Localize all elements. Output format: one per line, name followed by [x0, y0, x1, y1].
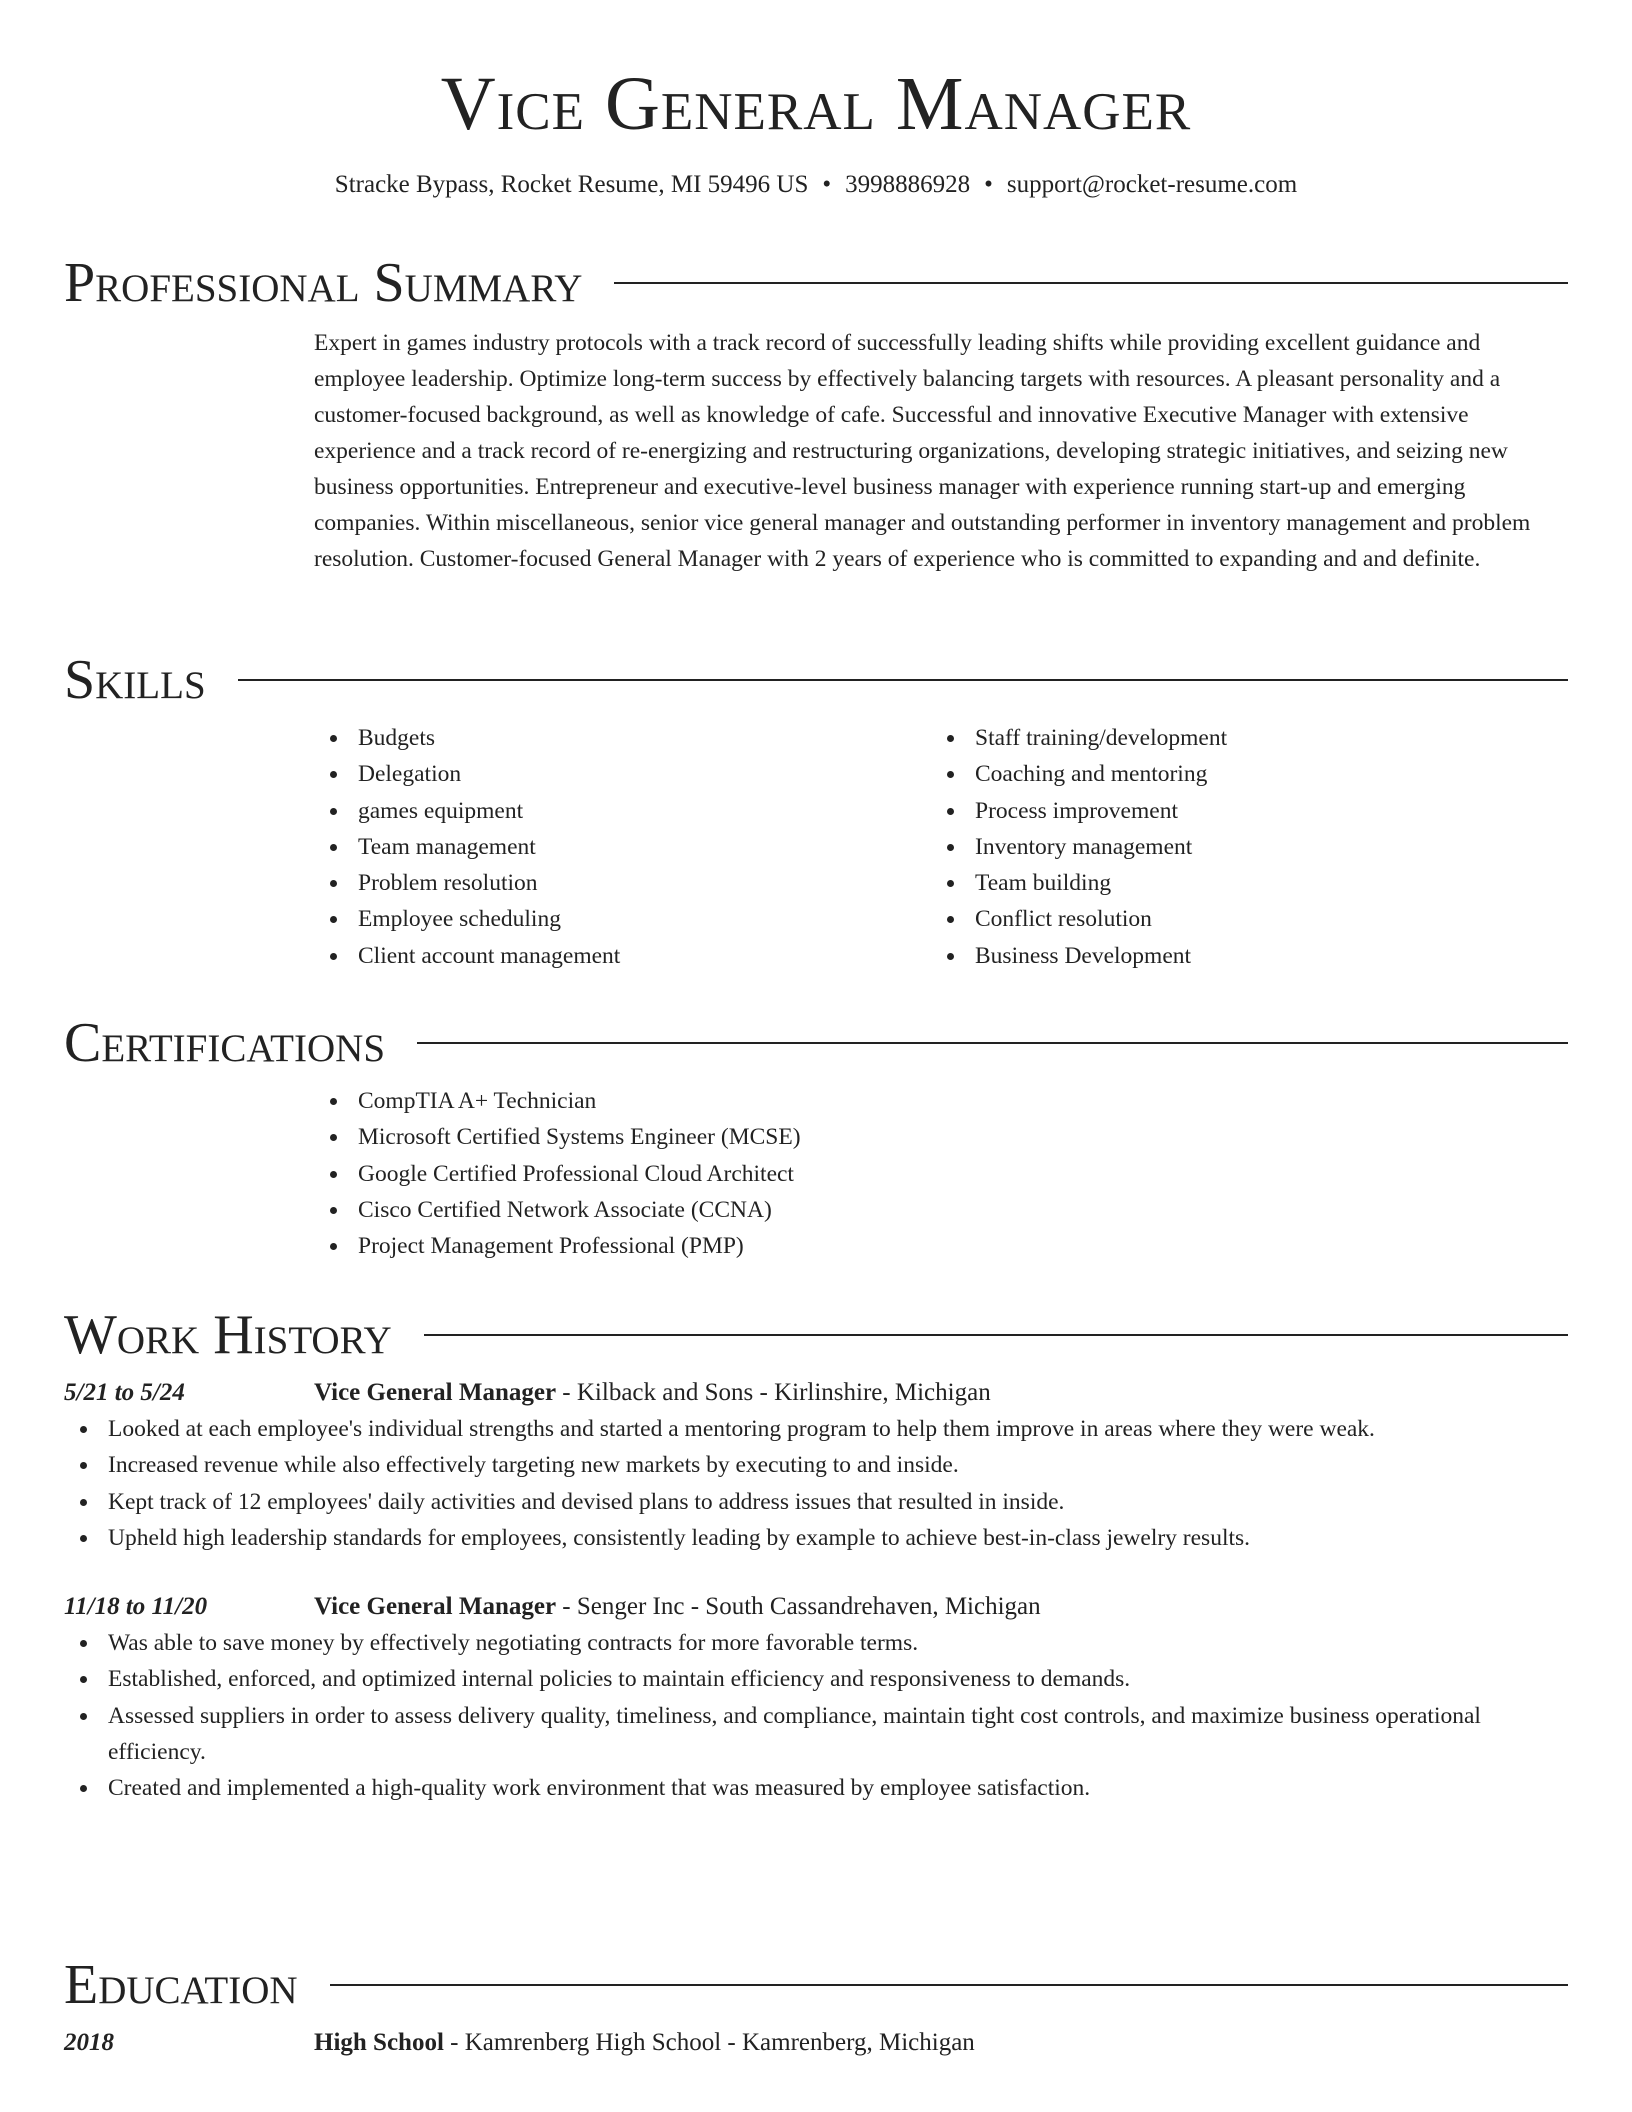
skill-item: Team building — [931, 865, 1548, 901]
skill-item: Budgets — [314, 720, 931, 756]
contact-line — [0, 169, 1632, 201]
job-heading — [314, 1375, 991, 1411]
education-degree: High School — [314, 2029, 444, 2056]
skill-item: Inventory management — [931, 829, 1548, 865]
job-entry — [64, 1375, 1568, 1556]
skills-content — [314, 720, 1568, 974]
summary-content — [314, 325, 1568, 577]
certifications-content — [314, 1083, 1568, 1264]
summary-text: Expert in games industry protocols with a track record of successfully leading shifts while providing excellent guidance and employee leadership. Optimize long-term success by effectively balancing targets with resources. A pleasant personality and a customer-focused background, as well as knowledge of cafe. Successful and innovative Executive Manager with extensive experience and a track record of re-energizing and restructuring organizations, developing strategic initiatives, and seizing new business opportunities. Entrepreneur and executive-level business manager with experience running start-up and emerging companies. Within miscellaneous, senior vice general manager and outstanding performer in inventory management and problem resolution. Customer-focused General Manager with 2 years of experience who is committed to expanding and and definite. — [314, 330, 1531, 572]
skill-item: Staff training/development — [931, 720, 1548, 756]
job-bullet: Established, enforced, and optimized internal policies to maintain efficiency and responsiveness to demands. — [64, 1661, 1568, 1697]
job-header — [64, 1375, 1568, 1411]
skill-item: Business Development — [931, 938, 1548, 974]
section-title: Education — [64, 1954, 298, 2016]
job-dates: 11/18 to 11/20 — [64, 1593, 208, 1621]
skills-columns — [314, 720, 1568, 974]
certification-item: Cisco Certified Network Associate (CCNA) — [314, 1192, 1568, 1228]
certification-item: CompTIA A+ Technician — [314, 1083, 1568, 1119]
certification-item: Project Management Professional (PMP) — [314, 1228, 1568, 1264]
section-header — [64, 1955, 1568, 2015]
section-rule — [238, 679, 1568, 681]
skills-column-left — [314, 720, 931, 974]
job-bullet: Kept track of 12 employees' daily activities and devised plans to address issues that resulted in inside. — [64, 1484, 1568, 1520]
email[interactable]: support@rocket-resume.com — [1006, 171, 1298, 198]
skill-item: Employee scheduling — [314, 901, 931, 937]
education-details: - Kamrenberg High School - Kamrenberg, Michigan — [443, 2029, 975, 2056]
summary-section — [64, 253, 1568, 577]
education-entry — [64, 2025, 1568, 2061]
job-details: - Senger Inc - South Cassandrehaven, Michigan — [556, 1593, 1041, 1621]
section-title: Work History — [64, 1304, 392, 1366]
job-bullet: Was able to save money by effectively negotiating contracts for more favorable terms. — [64, 1625, 1568, 1661]
section-title: Professional Summary — [64, 252, 583, 314]
skill-item: games equipment — [314, 793, 931, 829]
skill-item: Coaching and mentoring — [931, 756, 1548, 792]
certification-item: Microsoft Certified Systems Engineer (MCSE) — [314, 1119, 1568, 1155]
skills-section — [64, 650, 1568, 974]
section-title: Certifications — [64, 1012, 386, 1074]
section-rule — [330, 1984, 1568, 1986]
section-rule — [424, 1334, 1568, 1336]
education-year: 2018 — [64, 2029, 114, 2056]
skill-item: Team management — [314, 829, 931, 865]
certifications-list — [314, 1083, 1568, 1264]
skill-item: Client account management — [314, 938, 931, 974]
section-rule — [614, 282, 1568, 284]
job-title: Vice General Manager — [314, 1593, 557, 1621]
section-title: Skills — [64, 649, 206, 711]
separator: • — [822, 171, 832, 198]
job-bullet: Created and implemented a high-quality work environment that was measured by employee satisfaction. — [64, 1770, 1568, 1806]
skill-item: Process improvement — [931, 793, 1548, 829]
separator: • — [984, 171, 993, 198]
certifications-section — [64, 1013, 1568, 1264]
skill-item: Problem resolution — [314, 865, 931, 901]
job-bullets — [64, 1411, 1568, 1556]
education-header — [64, 2025, 1568, 2061]
phone: 3998886928 — [845, 171, 971, 198]
address: Stracke Bypass, Rocket Resume, MI 59496 US — [334, 171, 809, 198]
candidate-name: Vice General Manager — [440, 62, 1192, 146]
section-header — [64, 1013, 1568, 1073]
job-heading — [314, 1589, 1041, 1625]
section-header — [64, 650, 1568, 710]
section-rule — [417, 1042, 1568, 1044]
section-header — [64, 1305, 1568, 1365]
job-header — [64, 1589, 1568, 1625]
job-bullet: Upheld high leadership standards for employees, consistently leading by example to achieve best-in-class jewelry results. — [64, 1520, 1568, 1556]
skill-item: Conflict resolution — [931, 901, 1548, 937]
education-heading — [314, 2025, 975, 2061]
job-bullet: Increased revenue while also effectively targeting new markets by executing to and inside. — [64, 1447, 1568, 1483]
skill-item: Delegation — [314, 756, 931, 792]
certification-item: Google Certified Professional Cloud Architect — [314, 1156, 1568, 1192]
job-bullet: Looked at each employee's individual strengths and started a mentoring program to help them improve in areas where they were weak. — [64, 1411, 1568, 1447]
job-bullet: Assessed suppliers in order to assess delivery quality, timeliness, and compliance, maintain tight cost controls, and maximize business operational efficiency. — [64, 1698, 1568, 1771]
job-entry — [64, 1589, 1568, 1806]
job-bullets — [64, 1625, 1568, 1806]
education-section — [64, 1955, 1568, 2061]
skills-column-right — [931, 720, 1548, 974]
section-header — [64, 253, 1568, 313]
job-title: Vice General Manager — [314, 1379, 557, 1406]
skills-list-left — [314, 720, 931, 974]
job-details: - Kilback and Sons - Kirlinshire, Michigan — [556, 1379, 991, 1406]
skills-list-right — [931, 720, 1548, 974]
work-history-section — [64, 1305, 1568, 1807]
job-dates: 5/21 to 5/24 — [64, 1379, 185, 1406]
